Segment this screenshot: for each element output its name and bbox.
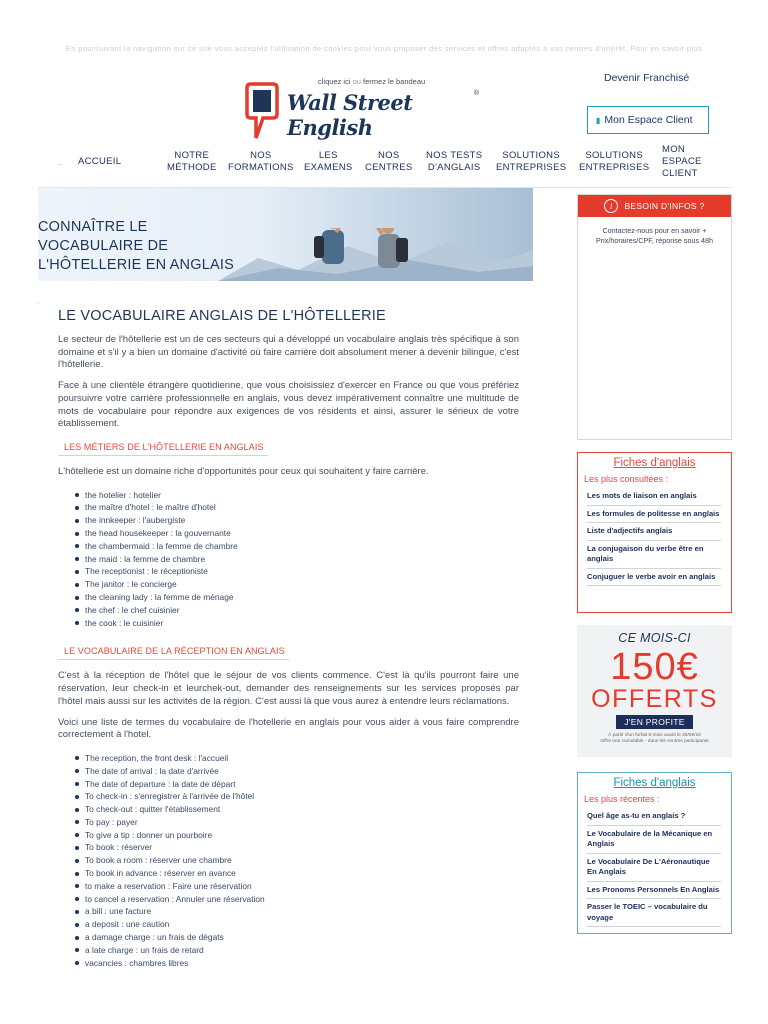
- reception-vocab-item: vacancies : chambres libres: [75, 957, 519, 970]
- logo-wordmark: Wall Street English: [287, 90, 413, 140]
- fiche-link-most-viewed[interactable]: Conjuguer le verbe avoir en anglais: [587, 569, 721, 587]
- fiches-most-viewed: [577, 452, 732, 613]
- cookie-notice: En poursuivant la navigation sur ce site vous acceptez l'utilisation de cookies pour vous proposer des services et offres adaptés à vos centres d'intérêt. Pour en savoir plus: [65, 44, 703, 53]
- fiche-link-most-viewed[interactable]: La conjugaison du verbe être en anglais: [587, 541, 721, 569]
- reception-vocab-item: a deposit : une caution: [75, 918, 519, 931]
- reception-vocab-item: The date of departure : la date de départ: [75, 778, 519, 791]
- reception-vocab-item: a late charge : un frais de retard: [75, 944, 519, 957]
- hero-banner: [38, 188, 533, 281]
- metiers-list-item: the maître d'hotel : le maître d'hotel: [75, 501, 519, 514]
- speech-bubble-logo-icon: [243, 82, 279, 140]
- nav-accueil[interactable]: ACCUEIL: [78, 156, 122, 167]
- section-heading-reception: LE VOCABULAIRE DE LA RÉCEPTION EN ANGLAIS: [58, 646, 289, 660]
- fiches-most-viewed-title[interactable]: Fiches d'anglais: [613, 457, 696, 469]
- reception-vocab-list: [75, 752, 519, 970]
- logo-registered: ®: [473, 90, 479, 97]
- nav-espace-line2: ESPACE: [662, 156, 702, 167]
- promo-fine-line2: Offre non cumulable - dans les centres participants: [600, 739, 709, 744]
- nav-notre-methode-line2: MÉTHODE: [167, 162, 217, 173]
- promo-banner[interactable]: [577, 625, 732, 757]
- banner-title-line1: CONNAÎTRE LE: [38, 219, 148, 235]
- nav-solutions-1-line1: SOLUTIONS: [502, 150, 560, 161]
- metiers-list-item: the chef : le chef cuisinier: [75, 604, 519, 617]
- main-navigation: [38, 146, 732, 188]
- metiers-list-item: The receptionist : le réceptioniste: [75, 565, 519, 578]
- fiches-most-recent-title[interactable]: Fiches d'anglais: [613, 777, 696, 789]
- nav-solutions-entreprises-1[interactable]: [496, 150, 566, 174]
- lock-icon: ▮: [596, 115, 601, 125]
- article-paragraph-5: Voici une liste de termes du vocabulaire de l'hotellerie en anglais pour vous aider à vous faire comprendre correctement à l'hotel.: [58, 716, 519, 741]
- reception-vocab-item: to make a reservation : Faire une réservation: [75, 880, 519, 893]
- fiches-most-recent-subtitle: Les plus récentes :: [584, 794, 660, 804]
- hikers-mountain-illustration: [218, 228, 533, 281]
- reception-vocab-item: To book : réserver: [75, 841, 519, 854]
- contact-info-text: Contactez-nous pour en savoir + Prix/horaires/CPF, réponse sous 48h: [595, 226, 714, 245]
- reception-vocab-item: To book in advance : réserver en avance: [75, 867, 519, 880]
- nav-solutions-2-line2: ENTREPRISES: [579, 162, 650, 173]
- metiers-list-item: the maid : la femme de chambre: [75, 553, 519, 566]
- nav-nos-centres-line2: CENTRES: [365, 162, 413, 173]
- nav-nos-tests-line2: D'ANGLAIS: [427, 162, 481, 173]
- nav-les-examens-line1: LES: [318, 150, 338, 161]
- brand-hint-or: ou: [352, 77, 361, 86]
- section-heading-metiers: LES MÉTIERS DE L'HÔTELLERIE EN ANGLAIS: [58, 442, 268, 456]
- reception-vocab-item: to cancel a reservation : Annuler une réservation: [75, 893, 519, 906]
- brand-hint-close[interactable]: fermez le bandeau: [363, 77, 426, 86]
- nav-espace-line3: CLIENT: [662, 168, 698, 179]
- promo-fine-print: [577, 733, 732, 745]
- fiche-link-most-viewed[interactable]: Liste d'adjectifs anglais: [587, 523, 721, 541]
- article-title: LE VOCABULAIRE ANGLAIS DE L'HÔTELLERIE: [58, 308, 386, 324]
- reception-vocab-item: The date of arrival : la date d'arrivée: [75, 765, 519, 778]
- nav-espace-line1: MON: [662, 144, 686, 155]
- metiers-list-item: the innkeeper : l'aubergiste: [75, 514, 519, 527]
- promo-button[interactable]: J'EN PROFITE: [616, 715, 692, 729]
- reception-vocab-item: a damage charge : un frais de dégats: [75, 931, 519, 944]
- article-paragraph-2: Face à une clientèle étrangère quotidienne, que vous choisissiez d'exercer en France ou que vous préfériez poursuivre votre carrière professionnelle en anglais, vous devez impérativement connaître une multitude de mots de vocabulaire pour répondre aux exigences de vos résidents et ainsi, assurer le sérieux de votre établissement.: [58, 380, 519, 430]
- become-franchisee-link[interactable]: Devenir Franchisé: [604, 72, 690, 84]
- fiche-link-most-recent[interactable]: Passer le TOEIC – vocabulaire du voyage: [587, 899, 721, 927]
- fiche-link-most-recent[interactable]: Le Vocabulaire De L'Aéronautique En Anglais: [587, 854, 721, 882]
- brand-hint-link[interactable]: cliquez ici: [318, 77, 351, 86]
- nav-nos-formations-line2: FORMATIONS: [228, 162, 294, 173]
- nav-les-examens[interactable]: [304, 150, 353, 174]
- metiers-list-item: the hotelier : hotelier: [75, 489, 519, 502]
- promo-offer: OFFERTS: [591, 685, 718, 713]
- article-paragraph-4: C'est à la réception de l'hôtel que le séjour de vos clients commence. C'est là qu'ils pourront faire une réservation, leur check-in et leurchek-out, demander des renseignements sur les services proposés par l'hôtel mais aussi sur les activités de la région. C'est aussi là que vous aurez à entendre leurs réclamations.: [58, 670, 519, 707]
- client-space-label: Mon Espace Client: [604, 114, 693, 126]
- promo-month: CE MOIS-CI: [618, 631, 691, 645]
- besoin-infos-button[interactable]: [578, 195, 731, 217]
- reception-vocab-item: The reception, the front desk : l'accueil: [75, 752, 519, 765]
- banner-title: [38, 218, 234, 275]
- article-content: [58, 308, 519, 981]
- nav-nos-tests[interactable]: [426, 150, 482, 174]
- promo-fine-line1: À partir d'un forfait 6 mois avant le 30/09/19: [608, 733, 701, 738]
- nav-les-examens-line2: EXAMENS: [304, 162, 353, 173]
- reception-vocab-item: a bill : une facture: [75, 905, 519, 918]
- nav-notre-methode-line1: NOTRE: [174, 150, 210, 161]
- nav-solutions-entreprises-2[interactable]: [579, 150, 649, 174]
- article-paragraph-1: Le secteur de l'hôtellerie est un de ces secteurs qui a développé un vocabulaire anglais très spécifique à son domaine et s'il y a bien un domaine d'activité où faire carrière doit absolument mener à devenir bilingue, c'est l'hôtellerie.: [58, 334, 519, 371]
- metiers-list-item: the cook : le cuisinier: [75, 617, 519, 630]
- separator-dot: ·: [37, 301, 39, 307]
- nav-nos-centres-line1: NOS: [378, 150, 400, 161]
- nav-dots[interactable]: ..: [58, 160, 63, 167]
- reception-vocab-item: To book a room : réserver une chambre: [75, 854, 519, 867]
- promo-amount: 150€: [610, 646, 699, 688]
- info-sidebar: [577, 194, 732, 440]
- nav-notre-methode[interactable]: [167, 150, 217, 174]
- fiche-link-most-recent[interactable]: Le Vocabulaire de la Mécanique en Anglais: [587, 826, 721, 854]
- metiers-list-item: the head housekeeper : la gouvernante: [75, 527, 519, 540]
- metiers-list-item: The janitor : le concierge: [75, 578, 519, 591]
- metiers-list-item: the cleaning lady : la femme de ménage: [75, 591, 519, 604]
- client-space-button[interactable]: [587, 106, 709, 134]
- metiers-list-item: the chambermaid : la femme de chambre: [75, 540, 519, 553]
- nav-mon-espace-client[interactable]: [662, 144, 702, 180]
- article-paragraph-3: L'hôtellerie est un domaine riche d'opportunités pour ceux qui souhaitent y faire carrière.: [58, 465, 429, 477]
- fiche-link-most-viewed[interactable]: Les mots de liaison en anglais: [587, 488, 721, 506]
- info-icon: i: [604, 199, 618, 213]
- fiches-most-recent: [577, 772, 732, 934]
- reception-vocab-item: To pay : payer: [75, 816, 519, 829]
- nav-solutions-2-line1: SOLUTIONS: [585, 150, 643, 161]
- banner-title-line3: L'HÔTELLERIE EN ANGLAIS: [38, 257, 234, 273]
- nav-nos-tests-line1: NOS TESTS: [426, 150, 483, 161]
- reception-vocab-item: To check-out : quitter l'établissement: [75, 803, 519, 816]
- fiche-link-most-recent[interactable]: Les Pronoms Personnels En Anglais: [587, 882, 721, 900]
- metiers-list: [75, 489, 519, 630]
- fiche-link-most-viewed[interactable]: Les formules de politesse en anglais: [587, 506, 721, 524]
- nav-nos-formations[interactable]: [228, 150, 294, 174]
- nav-nos-formations-line1: NOS: [250, 150, 272, 161]
- besoin-infos-label: BESOIN D'INFOS ?: [624, 201, 705, 211]
- wall-street-english-logo[interactable]: [243, 82, 483, 140]
- reception-vocab-item: To check-in : s'enregistrer à l'arrivée de l'hôtel: [75, 790, 519, 803]
- nav-solutions-1-line2: ENTREPRISES: [496, 162, 567, 173]
- fiche-link-most-recent[interactable]: Quel âge as-tu en anglais ?: [587, 808, 721, 826]
- banner-title-line2: VOCABULAIRE DE: [38, 238, 169, 254]
- nav-nos-centres[interactable]: [365, 150, 413, 174]
- reception-vocab-item: To give a tip : donner un pourboire: [75, 829, 519, 842]
- fiches-most-viewed-subtitle: Les plus consultées :: [584, 474, 669, 484]
